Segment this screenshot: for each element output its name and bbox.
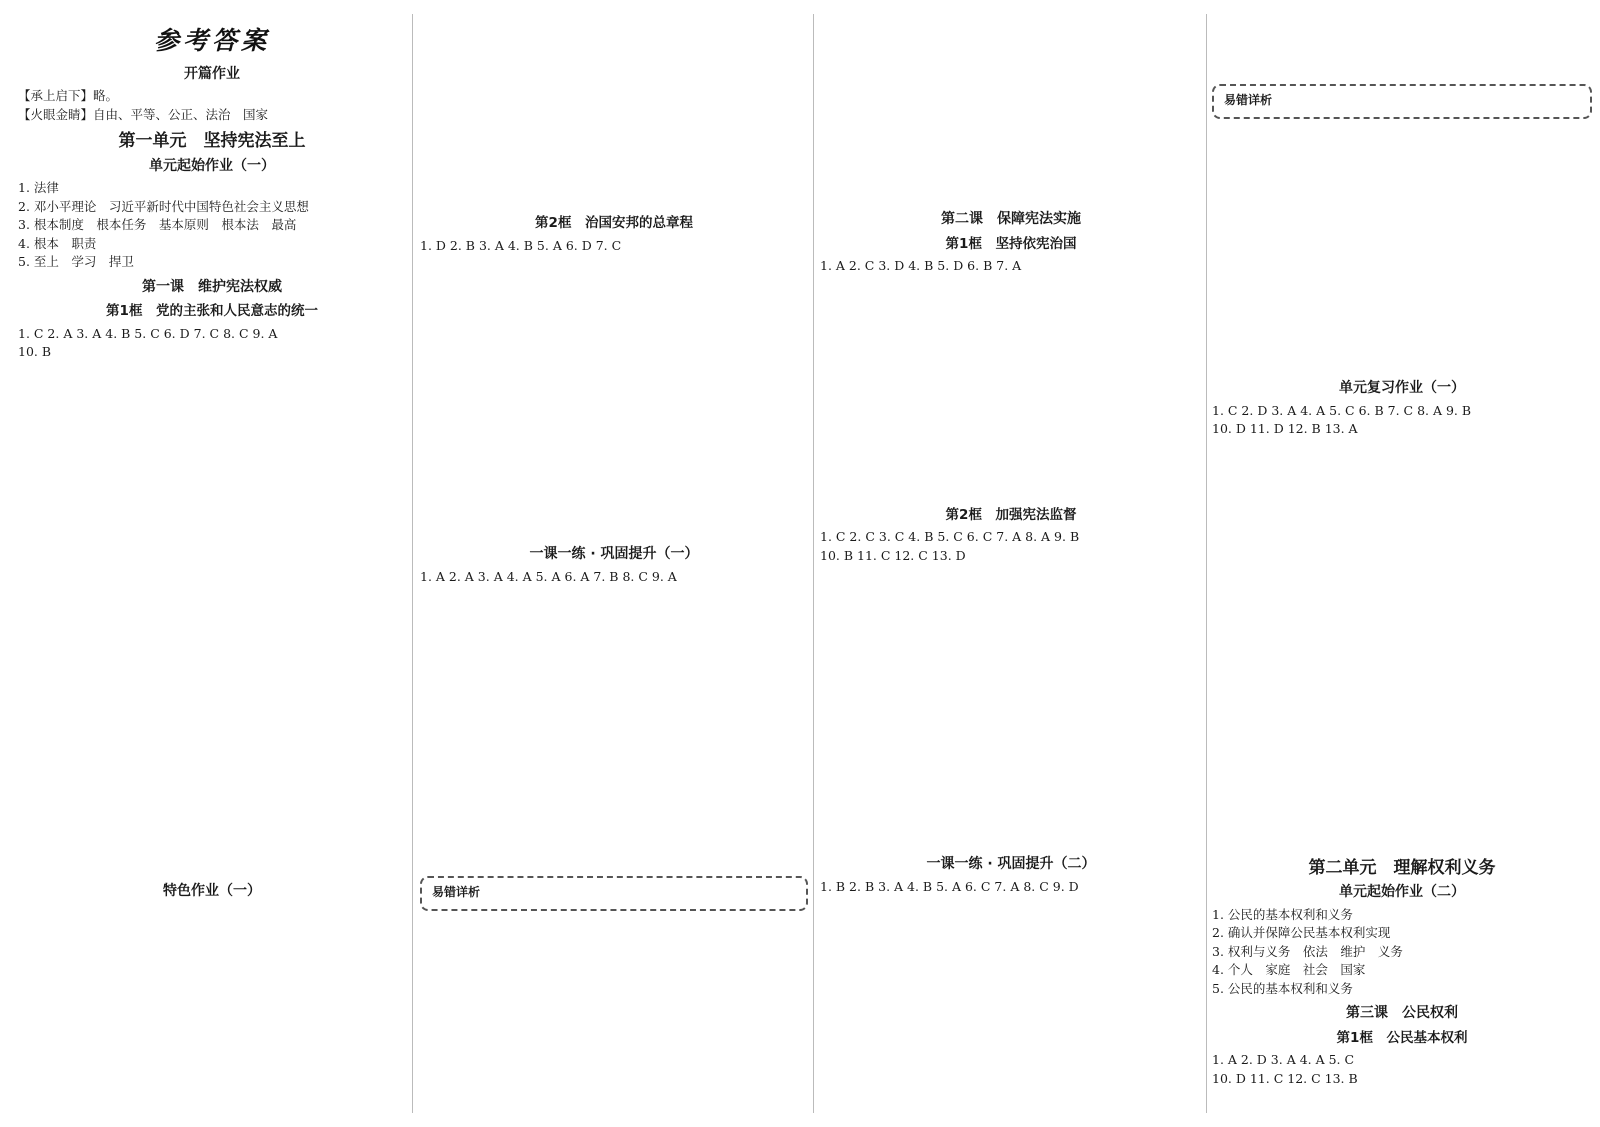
list-item: 2. 确认并保障公民基本权利实现 [1212,925,1391,940]
frame-heading: 第1框 党的主张和人民意志的统一 [106,303,318,319]
list-item: 4. 个人 家庭 社会 国家 [1212,962,1366,977]
list-item: 2. 邓小平理论 习近平新时代中国特色社会主义思想 [18,198,309,214]
unit-heading: 第一单元 坚持宪法至上 [118,131,306,151]
answer-line: 10. B [18,344,52,359]
review-heading: 单元复习作业（一） [1339,380,1465,396]
answer-line: 10. D 11. D 12. B 13. A [1212,421,1358,436]
answer-line: 1. A 2. C 3. D 4. B 5. D 6. B 7. A [820,258,1022,273]
answer-line: 1. C 2. C 3. C 4. B 5. C 6. C 7. A 8. A 9. B [820,529,1080,544]
section-heading: 单元起始作业（一） [149,157,275,174]
heading-opening: 开篇作业 [184,65,240,82]
column-divider [412,14,413,1113]
box-heading: 易错详析 [1224,93,1273,107]
frame-heading: 第2框 治国安邦的总章程 [535,215,693,231]
answer-line: 1. C 2. A 3. A 4. B 5. C 6. D 7. C 8. C 9. A [18,325,278,341]
list-item: 5. 公民的基本权利和义务 [1212,980,1353,996]
column-1 [18,14,406,1119]
special-heading: 特色作业（一） [163,882,261,899]
text-line: 【承上启下】略。 [18,88,119,103]
column-3 [820,14,1202,1119]
frame-heading: 第1框 坚持依宪治国 [945,235,1077,252]
list-item: 3. 权利与义务 依法 维护 义务 [1212,943,1403,959]
error-analysis-box [1212,84,1592,119]
answer-line: 1. C 2. D 3. A 4. A 5. C 6. B 7. C 8. A 9. B [1212,402,1472,418]
lesson-heading: 第二课 保障宪法实施 [941,211,1081,227]
text-line: 【火眼金睛】自由、平等、公正、法治 国家 [18,106,269,122]
lesson-heading: 第三课 公民权利 [1346,1005,1458,1021]
answer-line: 10. D 11. C 12. C 13. B [1212,1070,1358,1086]
practice-heading: 一课一练 · 巩固提升（二） [926,856,1096,872]
answer-line: 1. B 2. B 3. A 4. B 5. A 6. C 7. A 8. C 9. D [820,878,1079,894]
list-item: 3. 根本制度 根本任务 基本原则 根本法 最高 [18,217,297,232]
list-item: 1. 法律 [18,180,59,195]
list-item: 4. 根本 职责 [18,235,97,251]
answer-line: 1. D 2. B 3. A 4. B 5. A 6. D 7. C [420,237,622,253]
answer-line: 1. A 2. A 3. A 4. A 5. A 6. A 7. B 8. C 9. A [420,568,677,584]
lesson-heading: 第一课 维护宪法权威 [142,278,282,295]
frame-heading: 第2框 加强宪法监督 [945,506,1077,523]
error-analysis-box [420,876,808,911]
section-heading: 单元起始作业（二） [1339,884,1465,900]
box-heading: 易错详析 [432,885,481,899]
frame-heading: 第1框 公民基本权利 [1336,1029,1468,1046]
unit-heading: 第二单元 理解权利义务 [1308,857,1496,878]
column-divider [1206,14,1207,1113]
column-divider [813,14,814,1113]
list-item: 1. 公民的基本权利和义务 [1212,906,1353,922]
list-item: 5. 至上 学习 捍卫 [18,254,134,269]
column-2 [420,14,808,1119]
column-4 [1212,14,1592,1119]
practice-heading: 一课一练 · 巩固提升（一） [529,546,699,562]
answer-line: 10. B 11. C 12. C 13. D [820,547,966,563]
page-title: 参考答案 [153,26,270,55]
answer-line: 1. A 2. D 3. A 4. A 5. C [1212,1052,1355,1067]
